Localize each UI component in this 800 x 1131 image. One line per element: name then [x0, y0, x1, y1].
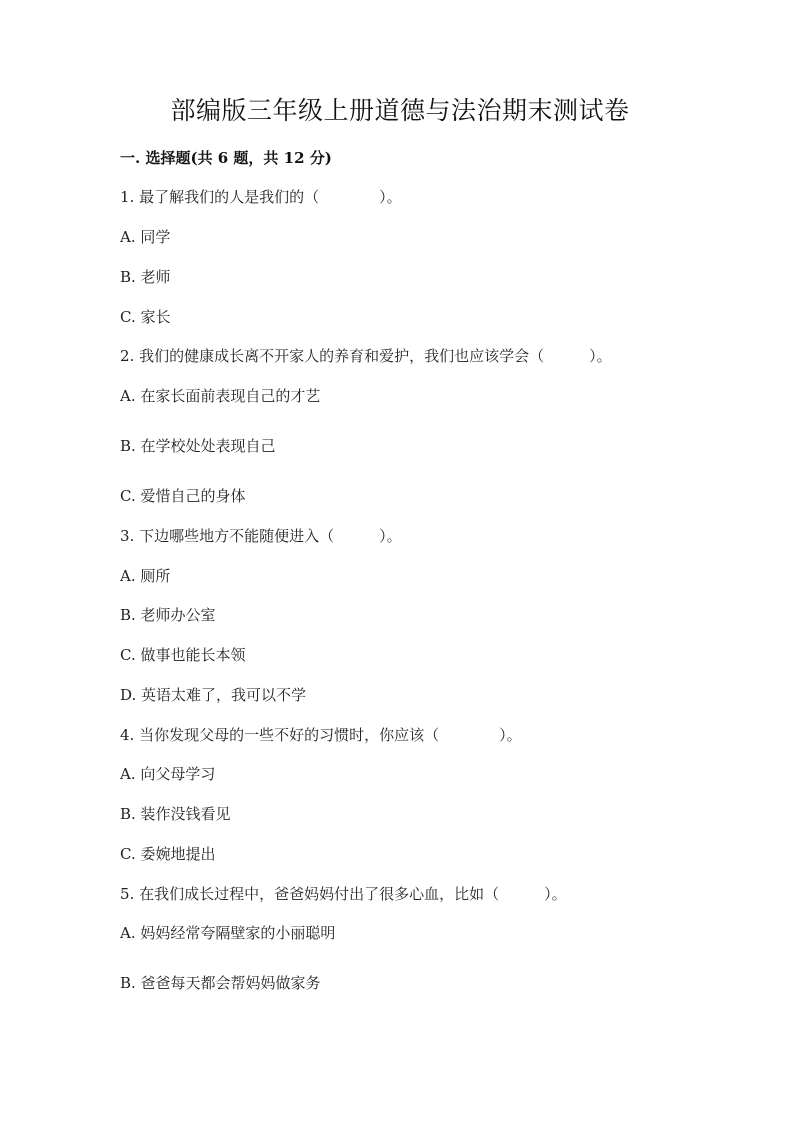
section-heading: 一. 选择题(共 6 题，共 12 分): [120, 149, 332, 167]
page-title: 部编版三年级上册道德与法治期末测试卷: [170, 96, 630, 125]
question-3-option-a: A. 厕所: [120, 567, 171, 585]
question-1-option-a: A. 同学: [120, 228, 171, 246]
question-5-stem: 5. 在我们成长过程中，爸爸妈妈付出了很多心血，比如（ ）。: [120, 885, 567, 903]
question-2-option-b: B. 在学校处处表现自己: [120, 437, 276, 455]
question-2-stem: 2. 我们的健康成长离不开家人的养育和爱护，我们也应该学会（ ）。: [120, 347, 612, 365]
question-1-stem: 1. 最了解我们的人是我们的（ ）。: [120, 188, 402, 206]
question-4-option-c: C. 委婉地提出: [120, 845, 216, 863]
question-4-option-b: B. 装作没钱看见: [120, 805, 231, 823]
question-3-stem: 3. 下边哪些地方不能随便进入（ ）。: [120, 527, 402, 545]
question-2-option-a: A. 在家长面前表现自己的才艺: [120, 387, 321, 405]
question-3-option-c: C. 做事也能长本领: [120, 646, 246, 664]
question-4-option-a: A. 向父母学习: [120, 765, 216, 783]
question-4-stem: 4. 当你发现父母的一些不好的习惯时，你应该（ ）。: [120, 726, 522, 744]
question-2-option-c: C. 爱惜自己的身体: [120, 487, 246, 505]
question-3-option-b: B. 老师办公室: [120, 606, 216, 624]
question-1-option-b: B. 老师: [120, 268, 171, 286]
question-5-option-a: A. 妈妈经常夸隔壁家的小丽聪明: [120, 924, 336, 942]
question-5-option-b: B. 爸爸每天都会帮妈妈做家务: [120, 974, 321, 992]
question-3-option-d: D. 英语太难了，我可以不学: [120, 686, 307, 704]
question-1-option-c: C. 家长: [120, 308, 171, 326]
